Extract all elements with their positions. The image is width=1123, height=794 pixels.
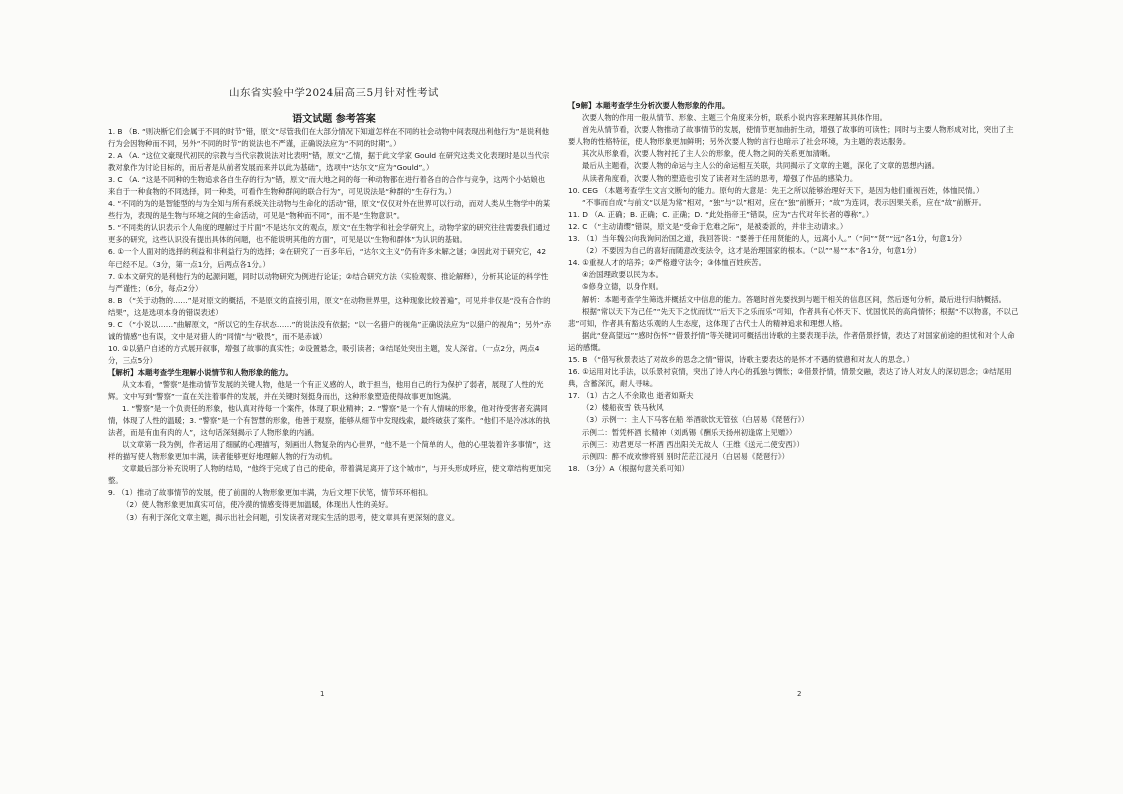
answer-paragraph: 17. （1）古之人不余欺也 逝者如斯夫 [568, 391, 694, 401]
document-subtitle: 语文试题 参考答案 [292, 114, 376, 125]
answer-paragraph: 其次从形象看，次要人物衬托了主人公的形象，使人物之间的关系更加清晰。 [582, 149, 835, 159]
answer-paragraph: 16. ①运用对比手法，以乐景衬哀情，突出了诗人内心的孤独与惆怅；②借景抒情，情景交融，表达了诗人对友人的深切思念；③结尾用典，含蓄深沉，耐人寻味。 [568, 367, 1012, 389]
answer-paragraph: 首先从情节看，次要人物推动了故事情节的发展，使情节更加曲折生动，增强了故事的可读性；同时与主要人物形成对比，突出了主要人物的性格特征，使人物形象更加鲜明；另外次要人物的言行也暗示了社会环境，为主题的表达服务。 [568, 125, 1014, 147]
answer-paragraph: （2）楼船夜雪 铁马秋风 [582, 403, 664, 413]
answer-paragraph: 9. （1）推动了故事情节的发展，使了前面的人物形象更加丰满，为后文埋下伏笔，情节环环相扣。 [108, 488, 433, 498]
right-page-body [568, 100, 1020, 712]
answer-paragraph: ④治国理政要以民为本。 [582, 270, 664, 280]
answer-paragraph: （2）不要因为自己的喜好而随意改变法令，这才是治理国家的根本。（“以”“易”“本”各1分，句意1分） [582, 246, 921, 256]
answer-paragraph: 11. D （A. 正确；B. 正确；C. 正确；D. “此处指帝王”错误，应为“古代对年长者的尊称”。） [568, 209, 874, 219]
answer-paragraph: 示例二：暂凭杯酒 长精神（刘禹锡《酬乐天扬州初逢席上见赠》） [582, 427, 797, 437]
answer-paragraph: 1. B （B. “则决断它们会属于不同的时节”错，原文“尽管我们在大部分情况下知道怎样在不同的社会动物中间表现出利他行为”是说利他行为会因物种而不同，另外“不同的时节”的说法也不严谨，正确说法应为“不同的时期”。） [108, 127, 550, 149]
answer-paragraph: 9. C （“小说以……”曲解原文，“所以它的生存状态……”的说法没有依据；“以一名猎户的视角”正确说法应为“以猎户的视角”；另外“赤诚的情感”也有误，文中是对猎人的“同情”与“敬畏”，而不是赤诚） [108, 319, 552, 341]
answer-paragraph: 据此“登高望远”“感时伤怀”“借景抒情”等关键词可概括出诗歌的主要表现手法，作者借景抒情，表达了对国家前途的担忧和对个人命运的感慨。 [568, 330, 1015, 352]
answer-paragraph: ⑤修身立德，以身作则。 [582, 282, 664, 292]
answer-paragraph: 根据“常以天下为己任”“先天下之忧而忧”“后天下之乐而乐”可知，作者具有心怀天下、忧国忧民的高尚情怀；根据“不以物喜，不以己悲”可知，作者具有豁达乐观的人生态度，这体现了古代士人的精神追求和理想人格。 [568, 306, 1019, 328]
answer-paragraph: 14. ①重视人才的培养；②严格遵守法令；③体恤百姓疾苦。 [568, 258, 767, 268]
answer-paragraph: 7. ①本文研究的是利他行为的起源问题，同时以动物研究为例进行论证；②结合研究方法（实验观察、推论解释），分析其论证的科学性与严谨性；（6分，每点2分） [108, 271, 549, 293]
answer-paragraph: 10. CEG （本题考查学生文言文断句的能力。原句的大意是：先王之所以能够治理好天下，是因为他们重视百姓，体恤民情。） [568, 185, 984, 195]
answer-paragraph: 解析：本题考查学生筛选并概括文中信息的能力。答题时首先要找到与题干相关的信息区间，然后逐句分析，最后进行归纳概括。 [582, 294, 1007, 304]
answer-paragraph: “不事而自成”与前文“以是为常”相对，“独”与“以”相对，应在“独”前断开；“故”为连词，表示因果关系，应在“故”前断开。 [582, 197, 987, 207]
answer-paragraph: 最后从主题看，次要人物的命运与主人公的命运相互关联，共同揭示了文章的主题，深化了文章的思想内涵。 [582, 161, 940, 171]
answer-paragraph: 次要人物的作用一般从情节、形象、主题三个角度来分析，联系小说内容来理解其具体作用。 [582, 113, 888, 123]
answer-paragraph: 12. C （“主动请缨”错误，原文是“受命于危难之际”，是被委派的，并非主动请求。） [568, 221, 848, 231]
document-title: 山东省实验中学2024届高三5月针对性考试 [229, 87, 439, 99]
answer-paragraph: 【解析】本题考查学生理解小说情节和人物形象的能力。 [108, 367, 293, 377]
answer-paragraph: 【9解】本题考查学生分析次要人物形象的作用。 [568, 101, 730, 110]
answer-paragraph: 示例四：醉不成欢惨将别 别时茫茫江浸月（白居易《琵琶行》） [582, 451, 790, 461]
left-page-body [108, 126, 552, 694]
answer-paragraph: 从文本看，“警察”是推动情节发展的关键人物，他是一个有正义感的人，敢于担当，他用自己的行为保护了弱者，展现了人性的光辉。文中写到“警察”一直在关注着事件的发展，并在关键时刻挺身而出，这种形象塑造使得故事更加饱满。 [108, 379, 544, 402]
answer-paragraph: 以文章第一段为例，作者运用了细腻的心理描写，刻画出人物复杂的内心世界，“他不是一个简单的人，他的心里装着许多事情”，这样的描写使人物形象更加丰满，读者能够更好地理解人物的行为动机。 [108, 440, 551, 462]
answer-paragraph: 13. （1）当年魏公向我询问治国之道，我回答说：“要善于任用贤能的人，远离小人。”（“问”“贤”“远”各1分，句意1分） [568, 234, 967, 244]
left-page-number: 1 [320, 690, 325, 698]
answer-paragraph: （3）有利于深化文章主题，揭示出社会问题，引发读者对现实生活的思考，使文章具有更深刻的意义。 [122, 512, 460, 522]
answer-paragraph: 18. （3分）A（根据句意关系可知） [568, 463, 689, 473]
answer-paragraph: 3. C （A. “这是不同种的生物追求各自生存的行为”错，原文“而大地之间的每一种动物都在进行着各自的合作与竞争，这两个小姑娘也来自于一种食物的不同选择，同一种类，可看作生物种群间的联合行为”，可见说法是“种群的”生存行为。） [108, 175, 546, 197]
answer-paragraph: 4. “不同的为的是智能型的与为全知与所有系统关注动物与生命化的活动”错，原文“仅仅对外在世界可以行动，而对人类从生物学中的某些行为，表现的是生物与环境之间的生命活动，可见是“物种而不同”，而不是“生物意识”。 [108, 199, 551, 221]
answer-paragraph: 示例三：劝君更尽一杯酒 西出阳关无故人（王维《送元二使安西》） [582, 439, 804, 449]
answer-paragraph: 8. B （“关于动物的……”是对原文的概括，不是原文的直接引用，原文“在动物世界里，这种现象比较普遍”，可见并非仅是“没有合作的结果”，这是选项本身的错误表述） [108, 295, 551, 317]
answer-paragraph: 文章最后部分补充说明了人物的结局，“他终于完成了自己的使命，带着满足离开了这个城市”，与开头形成呼应，使文章结构更加完整。 [108, 464, 551, 486]
answer-paragraph: 5. “不同类的认识表示个人角度的理解过于片面”不是达尔文的观点，原文“在生物学和社会学研究上，动物学家的研究往往需要我们通过更多的研究，这些认识没有提出具体的问题，也不能说明其他的方面”，可见是以“生物和群体”为认识的基础。 [108, 223, 551, 245]
answer-paragraph: 6. ①一个人面对的选择的利益和非利益行为的选择；②在研究了一百多年后，“达尔文主义”仍有许多未解之谜；③因此对于研究它，42 年已经不足。（3分，第一点1分，后两点各1分。） [108, 247, 547, 269]
answer-paragraph: 从读者角度看，次要人物的塑造也引发了读者对生活的思考，增强了作品的感染力。 [582, 173, 858, 183]
answer-paragraph: 1. “警察”是一个负责任的形象，他认真对待每一个案件，体现了职业精神；2. “警察”是一个有人情味的形象，他对待受害者充满同情，体现了人性的温暖；3. “警察”是一个有智慧的形象，他善于观察，能够从细节中发现线索，最终破获了案件。“他们不是冷冰冰的执法者，而是有血有肉的人”，这句话深刻揭示了人物形象的内涵。 [108, 404, 551, 438]
answer-paragraph: （2）使人物形象更加真实可信，使冷漠的情感变得更加温暖，体现出人性的美好。 [122, 500, 393, 510]
answer-paragraph: （3）示例一：主人下马客在船 举酒欲饮无管弦（白居易《琵琶行》） [582, 415, 809, 425]
answer-paragraph: 2. A （A. “这位文豪现代初民的宗教与当代宗教说法对比表明”错，原文“乙情，据于此文学家 Gould 在研究这类文化表现时是以当代宗教对象作为讨论目标的，而后者是从前者发展而来并以此为基础”，选项中“达尔文”应为“Gould”。） [108, 151, 550, 173]
answer-paragraph: 10. ①以猎户自述的方式展开叙事，增强了故事的真实性；②设置悬念，吸引读者；③结尾处突出主题，发人深省。（一点2分，两点4分，三点5分） [108, 343, 540, 365]
right-page-number: 2 [797, 690, 802, 698]
answer-paragraph: 15. B （“借写秋景表达了对故乡的思念之情”错误，诗歌主要表达的是怀才不遇的愤懑和对友人的思念。） [568, 354, 914, 364]
